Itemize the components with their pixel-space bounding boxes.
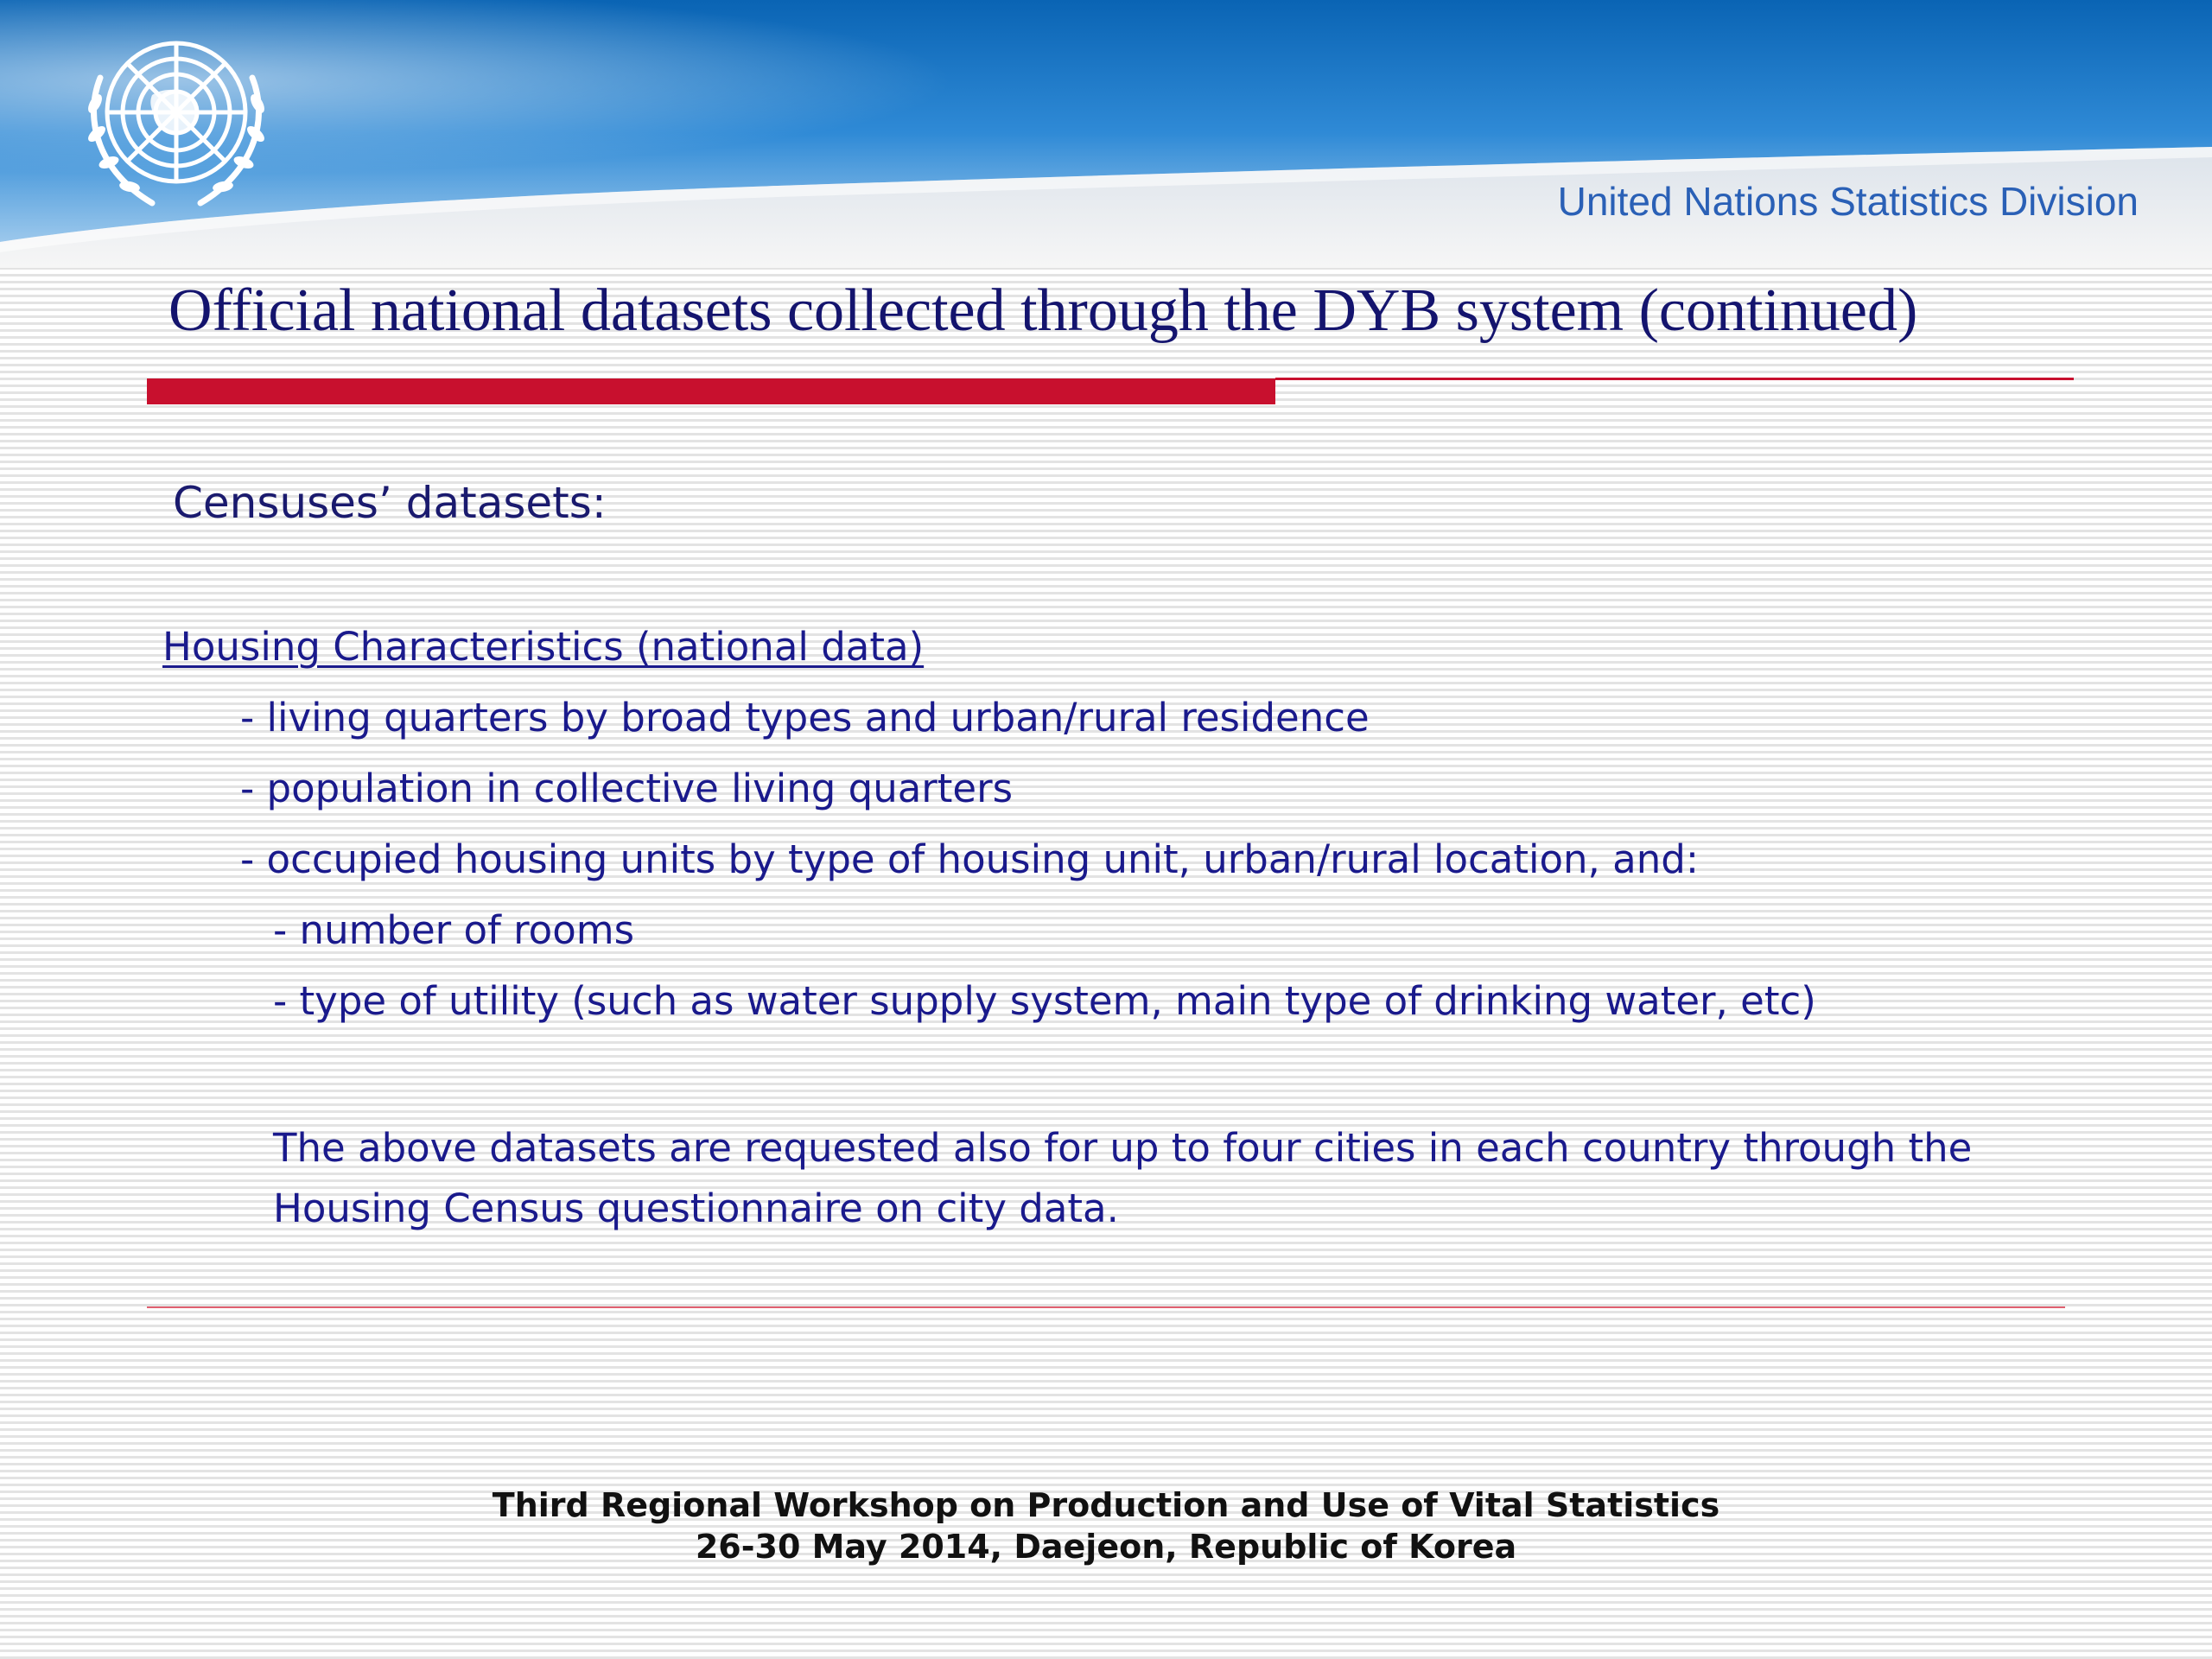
list-subitem: - type of utility (such as water supply system, main type of drinking water, etc) bbox=[273, 978, 1816, 1024]
footer-event-date-location: 26-30 May 2014, Daejeon, Republic of Korea bbox=[695, 1528, 1517, 1566]
list-item: - living quarters by broad types and urban/rural residence bbox=[240, 695, 1370, 741]
banner-background bbox=[0, 0, 2212, 268]
footer-event-title: Third Regional Workshop on Production and Use of Vital Statistics bbox=[492, 1486, 1720, 1524]
list-item: - occupied housing units by type of housing unit, urban/rural location, and: bbox=[240, 836, 1699, 882]
header-banner bbox=[0, 0, 2212, 268]
divider bbox=[147, 1306, 2065, 1308]
un-emblem-icon bbox=[66, 26, 287, 218]
slide-title: Official national datasets collected through the DYB system (continued) bbox=[168, 277, 1918, 344]
list-subitem: - number of rooms bbox=[273, 907, 635, 953]
title-accent-line bbox=[1275, 378, 2074, 380]
section-heading: Censuses’ datasets: bbox=[173, 478, 607, 528]
organization-name: United Nations Statistics Division bbox=[1557, 179, 2139, 224]
footer bbox=[0, 1484, 2212, 1567]
title-accent-bar bbox=[147, 378, 1275, 404]
list-item: - population in collective living quarters bbox=[240, 766, 1014, 811]
note-paragraph: The above datasets are requested also for up to four cities in each country through the Housing Census questionnaire on city data. bbox=[273, 1125, 1973, 1231]
subheading: Housing Characteristics (national data) bbox=[162, 624, 925, 670]
